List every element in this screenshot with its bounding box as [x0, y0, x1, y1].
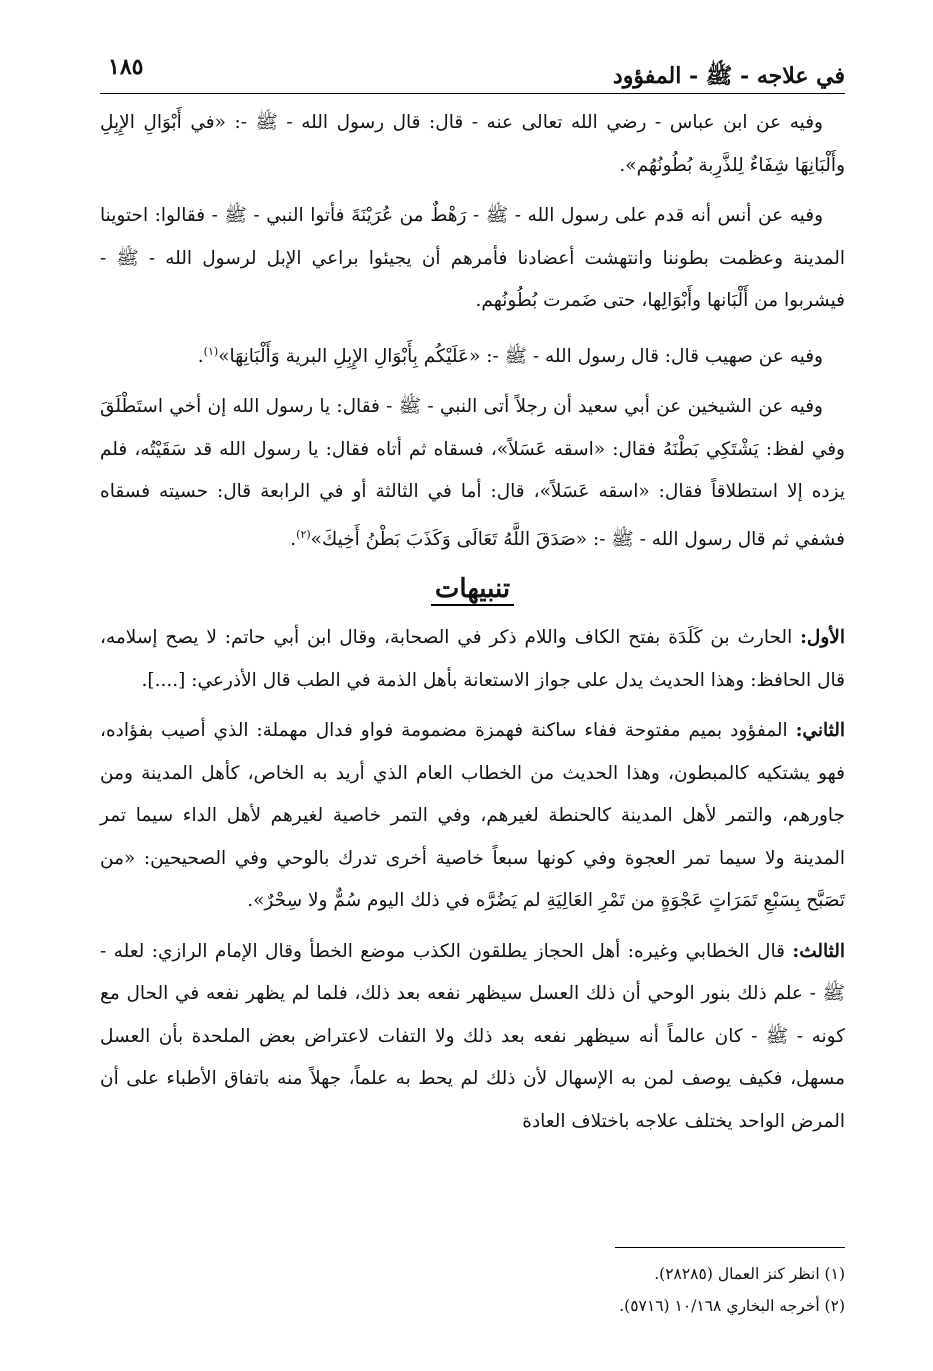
note-second: [100, 710, 845, 923]
header-rule: [100, 93, 845, 94]
note-text: قال الخطابي وغيره: أهل الحجاز يطلقون الكذب موضع الخطأ وقال الإمام الرازي: لعله - ﷺ - علم ذلك بنور الوحي أن ذلك العسل سيظهر نفعه بعد ذلك، فلما لم يظهر نفعه في الحال مع كونه - ﷺ - كان عالماً أنه سيظهر نفعه بعد ذلك ولا التفات لاعتراض بعض الملحدة بأن العسل مسهل، فكيف يوصف لمن به الإسهال لأن ذلك لم يحط به علماً، جهلاً منه باتفاق الأطباء على أن المرض الواحد يختلف علاجه باختلاف العادة: [100, 940, 845, 1132]
note-lead: الأول:: [800, 627, 845, 649]
paragraph-text: وفيه عن أنس أنه قدم على رسول الله - ﷺ - رَهْطٌ من عُرَيْنَةَ فأتوا النبي - ﷺ - فقالوا: احتوينا المدينة وعظمت بطوننا وانتهشت أعضادنا فأمرهم أن يجيئوا براعي الإبل لرسول الله - ﷺ - فيشربوا من أَلْبَانها وأَبْوَالِها، حتى ضَمرت بُطُونُهم.: [100, 205, 845, 311]
section-heading-text: تنبيهات: [431, 574, 514, 606]
paragraph-text: وفيه عن صهيب قال: قال رسول الله - ﷺ -: «عَلَيْكُم بِأَبْوَالِ الإِبِلِ البرية وَأَلْبَانِهَا»: [218, 345, 823, 367]
footnote-ref-1: (١): [203, 344, 219, 358]
paragraph-2: [100, 195, 845, 323]
running-header: [100, 48, 845, 92]
note-lead: الثاني:: [795, 720, 845, 742]
footnote-2: (٢) أخرجه البخاري ١٠/١٦٨ (٥٧١٦).: [619, 1297, 845, 1315]
note-third: [100, 931, 845, 1144]
page-number: ١٨٥: [108, 54, 144, 80]
paragraph-tail: .: [197, 345, 204, 367]
note-lead: الثالث:: [792, 940, 845, 962]
paragraph-text: وفيه عن ابن عباس - رضي الله تعالى عنه - قال: قال رسول الله - ﷺ -: «في أَبْوَالِ الإِبِلِ وأَلْبَانِهَا شِفَاءٌ لِلذَّرِبة بُطُونُهُم».: [100, 112, 845, 176]
footnote-1: (١) انظر كنز العمال (٢٨٢٨٥).: [654, 1265, 845, 1283]
note-text: الحارث بن كَلَدَة بفتح الكاف واللام ذكر في الصحابة، وقال ابن أبي حاتم: لا يصح إسلامه، قال الحافظ: وهذا الحديث يدل على جواز الاستعانة بأهل الذمة في الطب قال الأذرعي: [....].: [100, 627, 845, 691]
note-text: المفؤود بميم مفتوحة ففاء ساكنة فهمزة مضمومة فواو فدال مهملة: الذي أصيب بفؤاده، فهو يشتكيه كالمبطون، وهذا الحديث من الخطاب العام الذي أريد به الخاص، كأهل المدينة ومن جاورهم، والتمر لأهل المدينة كالحنطة لغيرهم، وفي التمر خاصية لغيرهم لأهل الداء سيما تمر المدينة ولا سيما تمر العجوة وفي كونها سبعاً خاصية أخرى تدرك بالوحي وفي الصحيحين: «من تَصَبَّح بِسَبْعِ تَمَرَاتٍ عَجْوَةٍ من تَمْرِ العَالِيَةِ لم يَضُرَّه في ذلك اليوم سُمٌّ ولا سِحْرٌ».: [100, 720, 845, 912]
paragraph-text: وفيه عن الشيخين عن أبي سعيد أن رجلاً أتى النبي - ﷺ - فقال: يا رسول الله إن أخي استَطْلَقَ وفي لفظ: يَشْتَكِي بَطْنَهُ فقال: «اسقه عَسَلاً»، فسقاه ثم أتاه فقال: يا رسول الله قد سَقَيْتُه، فلم يزده إلا استطلاقاً فقال: «اسقه عَسَلاً»، قال: أما في الثالثة أو في الرابعة قال: حسيته فسقاه فشفي ثم قال رسول الله - ﷺ -: «صَدَقَ اللَّهُ تَعَالَى وَكَذَبَ بَطْنُ أَخِيكَ»: [100, 396, 845, 550]
page-body: [100, 102, 845, 1151]
footnotes: [100, 1258, 845, 1322]
paragraph-tail: .: [290, 528, 297, 550]
footnote-separator: [615, 1247, 845, 1248]
book-page: [100, 40, 845, 1330]
paragraph-3: [100, 331, 845, 379]
header-title: في علاجه - ﷺ - المفؤود: [612, 63, 845, 89]
note-first: [100, 617, 845, 702]
paragraph-1: [100, 102, 845, 187]
section-heading: [100, 569, 845, 609]
footnote-ref-2: (٢): [296, 527, 311, 541]
paragraph-4: [100, 386, 845, 561]
